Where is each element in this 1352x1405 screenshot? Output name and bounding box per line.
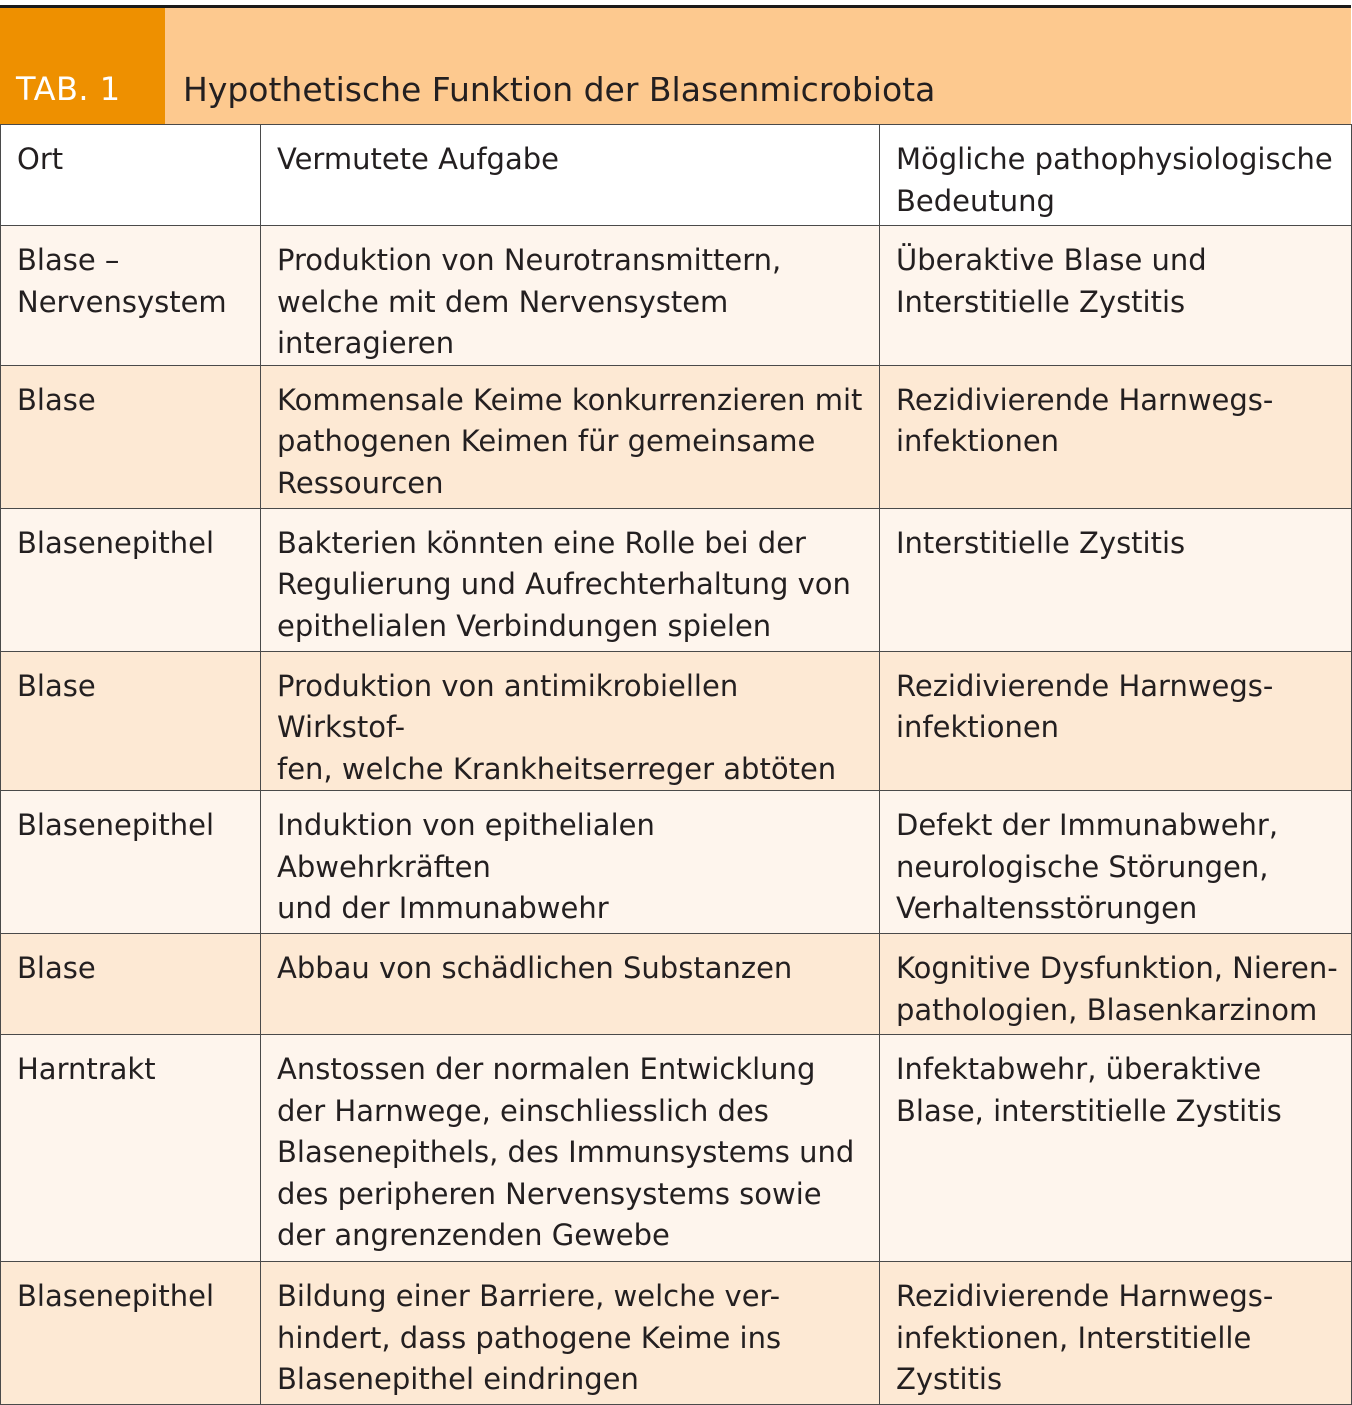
cell-aufgabe: Produktion von antimikrobiellen Wirkstof- fen, welche Krankheitserreger abtöten [261,651,880,791]
table-row [1,1035,1352,1262]
cell-ort: Blase [1,365,261,508]
cell-aufgabe: Induktion von epithelialen Abwehrkräften und der Immunabwehr [261,791,880,934]
column-header-aufgabe: Vermutete Aufgabe [261,125,880,226]
table-row [1,226,1352,366]
table-row [1,791,1352,934]
cell-bedeutung: Rezidivierende Harnwegs- infektionen [880,651,1352,791]
cell-ort: Blase [1,934,261,1035]
cell-ort: Blase [1,651,261,791]
cell-ort: Blasenepithel [1,791,261,934]
cell-ort: Blase – Nervensystem [1,226,261,366]
cell-bedeutung: Interstitielle Zystitis [880,508,1352,651]
cell-ort: Blasenepithel [1,508,261,651]
cell-aufgabe: Produktion von Neurotransmittern, welche mit dem Nervensystem interagieren [261,226,880,366]
column-header-ort: Ort [1,125,261,226]
cell-bedeutung: Rezidivierende Harnwegs- infektionen, Interstitielle Zystitis [880,1262,1352,1405]
table-row [1,508,1352,651]
cell-bedeutung: Defekt der Immunabwehr, neurologische Störungen, Verhaltensstörungen [880,791,1352,934]
cell-ort: Blasenepithel [1,1262,261,1405]
cell-aufgabe: Bildung einer Barriere, welche ver- hindert, dass pathogene Keime ins Blasenepithel eindringen [261,1262,880,1405]
column-header-row [1,125,1352,226]
cell-aufgabe: Kommensale Keime konkurrenzieren mit pathogenen Keimen für gemeinsame Ressourcen [261,365,880,508]
table-row [1,934,1352,1035]
column-header-bedeutung: Mögliche pathophysiologische Bedeutung [880,125,1352,226]
cell-aufgabe: Bakterien könnten eine Rolle bei der Regulierung und Aufrechterhaltung von epithelialen Verbindungen spielen [261,508,880,651]
cell-bedeutung: Infektabwehr, überaktive Blase, interstitielle Zystitis [880,1035,1352,1262]
data-table [0,124,1352,1405]
cell-aufgabe: Abbau von schädlichen Substanzen [261,934,880,1035]
table-row [1,365,1352,508]
cell-ort: Harntrakt [1,1035,261,1262]
table-row [1,651,1352,791]
table-row [1,1262,1352,1405]
cell-bedeutung: Rezidivierende Harnwegs- infektionen [880,365,1352,508]
table-title: Hypothetische Funktion der Blasenmicrobiota [183,70,936,109]
cell-bedeutung: Kognitive Dysfunktion, Nieren- pathologien, Blasenkarzinom [880,934,1352,1035]
microbiota-table [0,5,1351,1405]
table-header-band [0,8,1351,124]
cell-aufgabe: Anstossen der normalen Entwicklung der Harnwege, einschliesslich des Blasenepithels, des Immunsystems und des peripheren Nervensystems sowie der angrenzenden Gewebe [261,1035,880,1262]
cell-bedeutung: Überaktive Blase und Interstitielle Zystitis [880,226,1352,366]
table-number-label: TAB. 1 [0,8,165,124]
